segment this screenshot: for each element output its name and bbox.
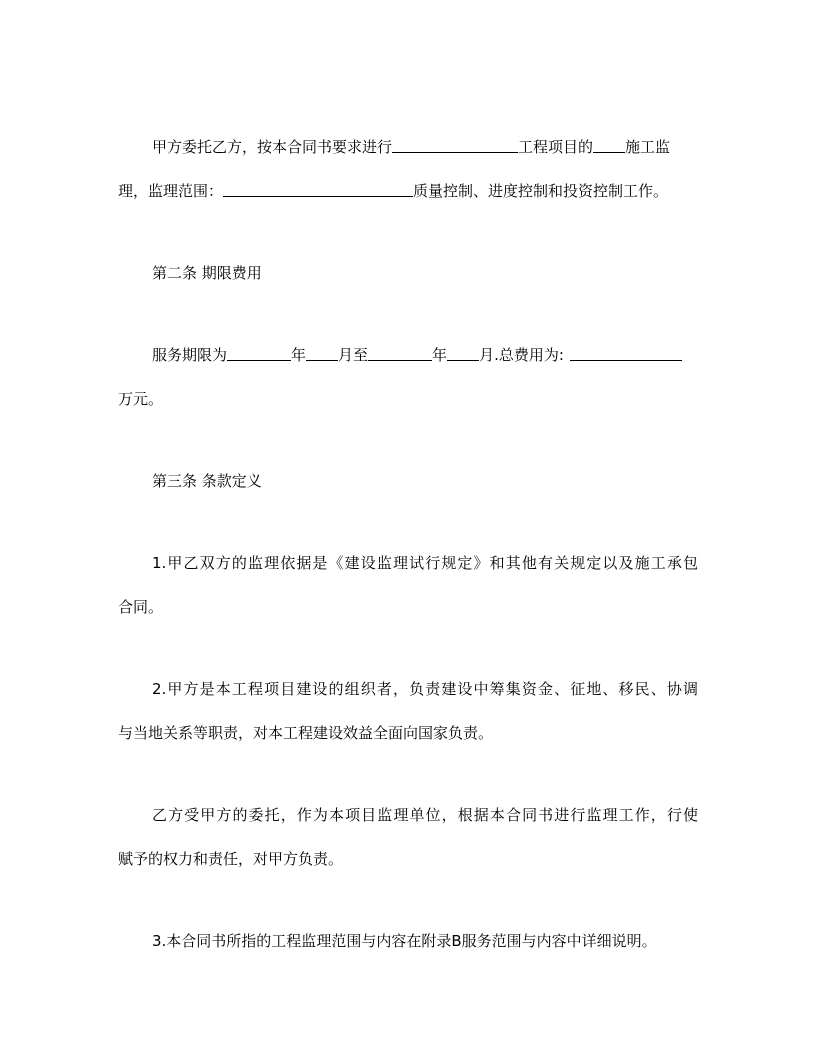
- para-term-fee-line-2: 万元。: [118, 390, 164, 408]
- text: 工程项目的: [518, 138, 594, 156]
- article-3-heading: 第三条 条款定义: [152, 472, 262, 490]
- start-year-blank[interactable]: [227, 345, 291, 361]
- text: 年: [291, 346, 307, 364]
- clause-1-line-2: 合同。: [118, 598, 164, 616]
- clause-2-line-1: 2.甲方是本工程项目建设的组织者，负责建设中筹集资金、征地、移民、协调: [152, 680, 698, 698]
- clause-party-b-line-2: 赋予的权力和责任，对甲方负责。: [118, 850, 344, 868]
- start-month-blank[interactable]: [306, 345, 338, 361]
- total-fee-blank[interactable]: [570, 345, 682, 361]
- text: 甲方委托乙方，按本合同书要求进行: [152, 138, 393, 156]
- para-entrust-line-1: [118, 137, 698, 157]
- clause-3-line-1: 3.本合同书所指的工程监理范围与内容在附录B服务范围与内容中详细说明。: [152, 932, 657, 950]
- text: 施工监: [625, 138, 671, 156]
- para-term-fee-line-1: [152, 345, 698, 365]
- clause-1-line-1: 1.甲乙双方的监理依据是《建设监理试行规定》和其他有关规定以及施工承包: [152, 554, 698, 572]
- clause-party-b-line-1: 乙方受甲方的委托，作为本项目监理单位，根据本合同书进行监理工作，行使: [152, 806, 698, 824]
- text: 年: [432, 346, 448, 364]
- project-name-blank[interactable]: [392, 137, 518, 153]
- text: 服务期限为: [152, 346, 228, 364]
- text: 月.总费用为:: [479, 346, 564, 364]
- article-2-heading: 第二条 期限费用: [152, 264, 262, 282]
- para-entrust-line-2: [118, 181, 698, 201]
- text: 月至: [338, 346, 369, 364]
- text: 质量控制、进度控制和投资控制工作。: [413, 182, 669, 200]
- text: 理，监理范围：: [118, 182, 224, 200]
- end-year-blank[interactable]: [368, 345, 432, 361]
- supervision-scope-blank[interactable]: [223, 181, 413, 197]
- end-month-blank[interactable]: [447, 345, 479, 361]
- clause-2-line-2: 与当地关系等职责，对本工程建设效益全面向国家负责。: [118, 724, 494, 742]
- project-scope-blank[interactable]: [593, 137, 625, 153]
